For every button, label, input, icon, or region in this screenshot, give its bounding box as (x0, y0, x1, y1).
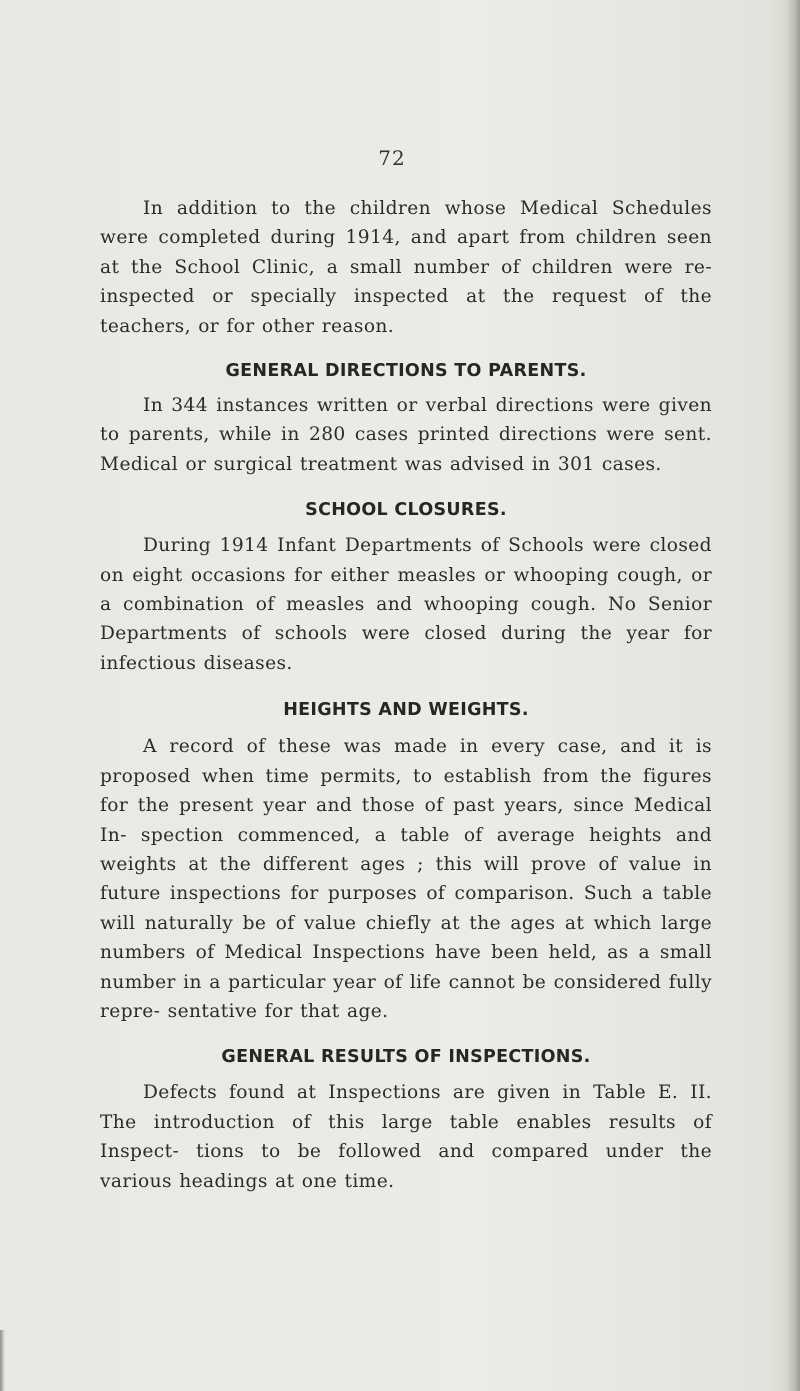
intro-paragraph: In addition to the children whose Medical Schedules were completed during 1914, and apart from children seen at the School Clinic, a small number of children were re-inspected or specially inspected at the request of the teachers, or for other reason. (100, 198, 712, 337)
section-heading-closures: SCHOOL CLOSURES. (305, 500, 507, 521)
section-heading-heights-weights: HEIGHTS AND WEIGHTS. (283, 700, 529, 721)
heights-weights-paragraph: A record of these was made in every case, and it is proposed when time permits, to establish from the figures for the present year and those of past years, since Medical In- spection commenced, a table of average heights and weights at the different ages ; this will prove of value in future inspections for purposes of comparison. Such a table will naturally be of value chiefly at the ages at which large numbers of Medical Inspections have been held, as a small number in a particular year of life cannot be considered fully repre- sentative for that age. (100, 736, 712, 1022)
document-body (100, 194, 712, 1196)
page-corner-shadow (0, 1330, 5, 1391)
section-heading-directions: GENERAL DIRECTIONS TO PARENTS. (225, 361, 587, 382)
directions-paragraph: In 344 instances written or verbal directions were given to parents, while in 280 cases printed directions were sent. Medical or surgical treatment was advised in 301 cases. (100, 395, 712, 475)
results-paragraph: Defects found at Inspections are given in Table E. II. The introduction of this large table enables results of Inspect- tions to be followed and compared under the various headings at one time. (100, 1082, 712, 1192)
page-edge-shadow (786, 0, 800, 1391)
section-heading-results: GENERAL RESULTS OF INSPECTIONS. (221, 1047, 591, 1068)
page-number: 72 (378, 146, 406, 170)
closures-paragraph: During 1914 Infant Departments of Schools were closed on eight occasions for either measles or whooping cough, or a combination of measles and whooping cough. No Senior Departments of schools were closed during the year for infectious diseases. (100, 535, 712, 674)
